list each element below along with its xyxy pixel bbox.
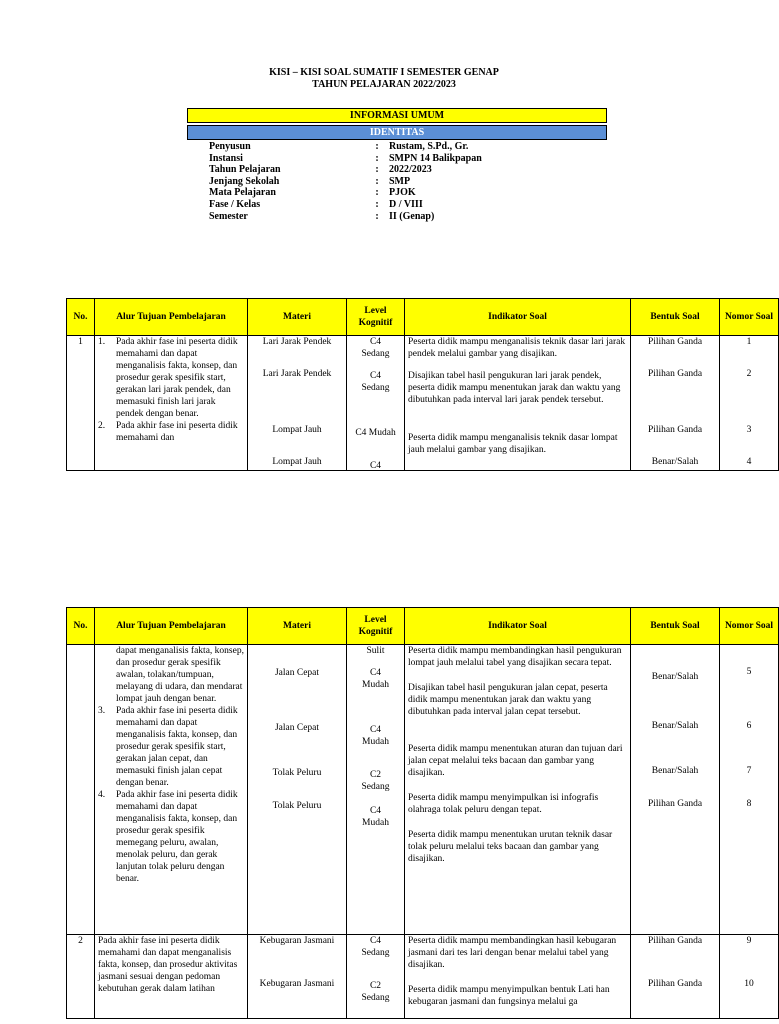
indikator-item: Disajikan tabel hasil pengukuran lari jarak pendek, peserta didik mampu menentukan jarak dan waktu yang dibutuhkan pada interval lari jarak pendek tersebut.: [408, 371, 621, 405]
identity-key: Semester: [209, 210, 248, 222]
materi-cell: [248, 645, 347, 935]
materi-item: Tolak Peluru: [272, 768, 322, 778]
level-item: C4 Sedang: [361, 337, 390, 359]
nomor-item: 1: [746, 337, 752, 347]
identity-value: SMPN 14 Balikpapan: [389, 152, 482, 164]
row-no: [67, 645, 95, 935]
bentuk-item: Benar/Salah: [651, 766, 699, 776]
level-item: C4 Mudah: [355, 428, 396, 438]
identity-key: Jenjang Sekolah: [209, 175, 280, 187]
bentuk-cell: [631, 336, 720, 471]
atp-item: [98, 789, 244, 885]
indikator-item: Peserta didik mampu membandingkan hasil pengukuran lompat jauh melalui tabel yang disajikan secara tepat.: [408, 646, 622, 668]
bentuk-item: Benar/Salah: [651, 457, 699, 467]
atp-item-text: Pada akhir fase ini peserta didik memahami dan dapat menganalisis fakta, konsep, dan prosedur gerak spesifik start, gerakan lari jarak pendek, dan memasuki finish lari jarak pendek dengan benar.: [116, 337, 238, 419]
identity-row: [209, 199, 482, 211]
nomor-item: 10: [744, 979, 754, 989]
indikator-item: Peserta didik mampu menentukan urutan teknik dasar tolak peluru melalui teks bacaan dan gambar yang disajikan.: [408, 830, 613, 864]
identity-row: [209, 141, 482, 153]
table-header-row: [67, 608, 779, 645]
nomor-item: 7: [746, 766, 752, 776]
materi-item: Jalan Cepat: [274, 668, 320, 678]
materi-item: Lari Jarak Pendek: [262, 369, 332, 379]
col-indikator: Indikator Soal: [405, 608, 631, 645]
identity-sep: :: [375, 164, 379, 176]
level-item: C2 Sedang: [361, 981, 390, 1003]
identity-key: Instansi: [209, 152, 243, 164]
table-row: [67, 645, 779, 935]
identitas-bar: IDENTITAS: [187, 125, 607, 140]
identity-sep: :: [375, 152, 379, 164]
identity-block: [209, 141, 482, 222]
document-subtitle: TAHUN PELAJARAN 2022/2023: [312, 79, 456, 90]
identity-key: Tahun Pelajaran: [209, 164, 281, 176]
atp-item-number: 2.: [98, 421, 106, 431]
level-item: C4 Mudah: [362, 806, 389, 828]
nomor-item: 9: [746, 936, 752, 946]
atp-item: [98, 336, 244, 420]
identity-key: Fase / Kelas: [209, 198, 261, 210]
col-bentuk: Bentuk Soal: [631, 299, 720, 336]
indikator-cell: [405, 645, 631, 935]
table-row: [67, 935, 779, 1019]
materi-item: Lompat Jauh: [272, 425, 322, 435]
col-atp: Alur Tujuan Pembelajaran: [95, 608, 248, 645]
bentuk-item: Pilihan Ganda: [647, 936, 703, 946]
level-item: C2 Sedang: [361, 770, 390, 792]
nomor-cell: [720, 645, 779, 935]
indikator-item: Disajikan tabel hasil pengukuran jalan cepat, peserta didik mampu menentukan jarak dan waktu yang dibutuhkan pada interval jalan cepat tersebut.: [408, 683, 608, 717]
atp-item-number: 1.: [98, 337, 106, 347]
level-item: C4 Sedang: [361, 936, 390, 958]
nomor-item: 5: [746, 667, 752, 677]
table-row: [67, 336, 779, 471]
row-no: 2: [67, 935, 95, 1019]
nomor-item: 4: [746, 457, 752, 467]
atp-item-text: Pada akhir fase ini peserta didik memahami dan dapat menganalisis fakta, konsep, dan prosedur gerak spesifik memegang peluru, awalan, menolak peluru, dan gerak lanjutan tolak peluru dengan benar.: [116, 790, 238, 884]
atp-cell: Pada akhir fase ini peserta didik memahami dan dapat menganalisis fakta, konsep, dan prosedur aktivitas jasmani sesuai dengan pedoman kebutuhan gerak dalam latihan: [95, 935, 248, 1019]
bentuk-item: Pilihan Ganda: [647, 337, 703, 347]
materi-item: Kebugaran Jasmani: [259, 936, 335, 946]
identity-sep: :: [375, 175, 379, 187]
col-atp: Alur Tujuan Pembelajaran: [95, 299, 248, 336]
col-no: No.: [67, 299, 95, 336]
nomor-cell: [720, 336, 779, 471]
level-cell: [347, 935, 405, 1019]
col-nomor: Nomor Soal: [720, 299, 779, 336]
level-item: C4 Mudah: [362, 668, 389, 690]
identity-value: II (Genap): [389, 210, 435, 222]
identity-value: PJOK: [389, 187, 416, 199]
kisi-table-1: [66, 298, 779, 471]
bentuk-cell: [631, 935, 720, 1019]
bentuk-item: Pilihan Ganda: [647, 369, 703, 379]
col-level: Level Kognitif: [347, 608, 405, 645]
col-indikator: Indikator Soal: [405, 299, 631, 336]
materi-item: Lari Jarak Pendek: [262, 337, 332, 347]
row-no: 1: [67, 336, 95, 471]
bentuk-item: Pilihan Ganda: [647, 979, 703, 989]
indikator-item: Peserta didik mampu menganalisis teknik dasar lompat jauh melalui gambar yang disajikan.: [408, 433, 618, 455]
identity-value: 2022/2023: [389, 164, 432, 176]
materi-item: Tolak Peluru: [272, 801, 322, 811]
col-materi: Materi: [248, 299, 347, 336]
indikator-item: Peserta didik mampu menentukan aturan dan tujuan dari jalan cepat melalui teks bacaan dan gambar yang disajikan.: [408, 744, 623, 778]
col-no: No.: [67, 608, 95, 645]
identity-key: Mata Pelajaran: [209, 187, 276, 199]
identity-row: [209, 164, 482, 176]
indikator-item: Peserta didik mampu menyimpulkan bentuk Lati han kebugaran jasmani dan fungsinya melalui ga: [408, 985, 610, 1007]
nomor-item: 8: [746, 799, 752, 809]
indikator-cell: [405, 336, 631, 471]
kisi-table-2: [66, 607, 779, 1019]
nomor-item: 6: [746, 721, 752, 731]
indikator-cell: [405, 935, 631, 1019]
nomor-cell: [720, 935, 779, 1019]
atp-item-number: 4.: [98, 790, 106, 800]
col-bentuk: Bentuk Soal: [631, 608, 720, 645]
identity-value: D / VIII: [389, 198, 423, 210]
bentuk-item: Benar/Salah: [651, 721, 699, 731]
nomor-item: 2: [746, 369, 752, 379]
level-item: C4 Sedang: [361, 371, 390, 393]
col-level: Level Kognitif: [347, 299, 405, 336]
level-item: C4 Mudah: [362, 725, 389, 747]
identity-value: SMP: [389, 175, 411, 187]
identity-key: Penyusun: [209, 141, 251, 152]
identity-sep: :: [375, 187, 379, 199]
identity-row: [209, 211, 482, 223]
atp-item-text: Pada akhir fase ini peserta didik memahami dan dapat menganalisis fakta, konsep, dan prosedur gerak spesifik start, gerakan jalan cepat, dan memasuki finish jalan cepat dengan benar.: [116, 706, 238, 788]
materi-item: Lompat Jauh: [272, 457, 322, 467]
materi-cell: [248, 336, 347, 471]
identity-sep: :: [375, 141, 379, 152]
identity-sep: :: [375, 210, 379, 222]
atp-item-text: dapat menganalisis fakta, konsep, dan prosedur gerak spesifik awalan, tolakan/tumpuan, melayang di udara, dan mendarat lompat jauh dengan benar.: [116, 646, 244, 704]
nomor-item: 3: [746, 425, 752, 435]
atp-item-number: 3.: [98, 706, 106, 716]
materi-cell: [248, 935, 347, 1019]
col-nomor: Nomor Soal: [720, 608, 779, 645]
info-umum-bar: INFORMASI UMUM: [187, 108, 607, 123]
atp-item-text: Pada akhir fase ini peserta didik memahami dan: [116, 421, 238, 443]
level-cell: [347, 645, 405, 935]
level-item: C4: [369, 461, 382, 471]
identity-row: [209, 176, 482, 188]
level-item: Sulit: [366, 646, 385, 656]
identity-value: Rustam, S.Pd., Gr.: [389, 141, 469, 152]
table-header-row: [67, 299, 779, 336]
document-title: KISI – KISI SOAL SUMATIF I SEMESTER GENAP: [269, 67, 499, 78]
indikator-item: Peserta didik mampu menyimpulkan isi infografis olahraga tolak peluru dengan tepat.: [408, 793, 599, 815]
bentuk-item: Benar/Salah: [651, 672, 699, 682]
level-cell: [347, 336, 405, 471]
materi-item: Jalan Cepat: [274, 723, 320, 733]
atp-cell: [95, 336, 248, 471]
indikator-item: Peserta didik mampu membandingkan hasil kebugaran jasmani dari tes lari dengan benar melalui tabel yang disajikan.: [408, 936, 617, 970]
indikator-item: Peserta didik mampu menganalisis teknik dasar lari jarak pendek melalui gambar yang disajikan.: [408, 337, 626, 359]
bentuk-item: Pilihan Ganda: [647, 799, 703, 809]
materi-item: Kebugaran Jasmani: [259, 979, 335, 989]
atp-item: [98, 420, 244, 444]
atp-cell: [95, 645, 248, 935]
atp-item: [98, 705, 244, 789]
bentuk-cell: [631, 645, 720, 935]
atp-item: [98, 645, 244, 705]
identity-row: [209, 187, 482, 199]
bentuk-item: Pilihan Ganda: [647, 425, 703, 435]
col-materi: Materi: [248, 608, 347, 645]
identity-row: [209, 153, 482, 165]
identity-sep: :: [375, 198, 379, 210]
